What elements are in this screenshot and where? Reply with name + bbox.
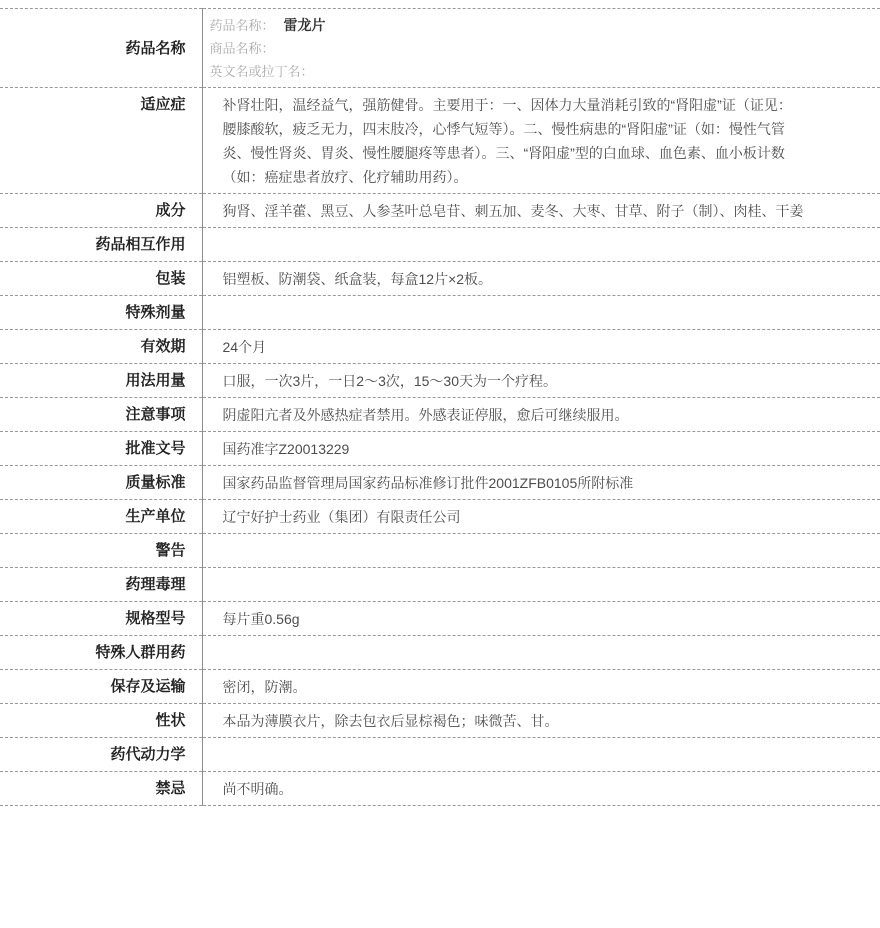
row-label: 成分 <box>0 194 202 228</box>
table-row-precautions <box>0 398 880 432</box>
row-value: 铝塑板、防潮袋、纸盒装，每盒12片×2板。 <box>202 262 880 296</box>
row-value: 密闭，防潮。 <box>202 670 880 704</box>
table-row-pharmacology-toxicology <box>0 568 880 602</box>
row-value: 补肾壮阳，温经益气，强筋健骨。主要用于：一、因体力大量消耗引致的“肾阳虚”证（证见：腰膝酸软，疲乏无力，四末肢冷，心悸气短等）。二、慢性病患的“肾阳虚”证（如：慢性气管炎、慢性肾炎、胃炎、慢性腰腿疼等患者）。三、“肾阳虚”型的白血球、血色素、血小板计数（如：癌症患者放疗、化疗辅助用药）。 <box>202 88 880 194</box>
row-label: 批准文号 <box>0 432 202 466</box>
table-row-contraindications <box>0 772 880 806</box>
row-value: 国药准字Z20013229 <box>202 432 880 466</box>
table-row-description <box>0 704 880 738</box>
row-value <box>202 228 880 262</box>
row-value: 国家药品监督管理局国家药品标准修订批件2001ZFB0105所附标准 <box>202 466 880 500</box>
drug-info-table <box>0 8 880 806</box>
row-label: 药代动力学 <box>0 738 202 772</box>
table-row-quality-standard <box>0 466 880 500</box>
table-row-indications <box>0 88 880 194</box>
row-value <box>202 534 880 568</box>
row-label: 特殊剂量 <box>0 296 202 330</box>
row-label: 有效期 <box>0 330 202 364</box>
row-value <box>202 296 880 330</box>
row-value: 每片重0.56g <box>202 602 880 636</box>
drug-name-field-value: 雷龙片 <box>283 17 326 33</box>
table-row-storage-transport <box>0 670 880 704</box>
table-row-warnings <box>0 534 880 568</box>
row-value: 狗肾、淫羊藿、黑豆、人参茎叶总皂苷、刺五加、麦冬、大枣、甘草、附子（制）、肉桂、干姜 <box>202 194 880 228</box>
row-label: 药理毒理 <box>0 568 202 602</box>
table-row-drug-interactions <box>0 228 880 262</box>
drug-name-row <box>0 9 880 88</box>
row-label: 特殊人群用药 <box>0 636 202 670</box>
row-value: 口服，一次3片，一日2～3次，15～30天为一个疗程。 <box>202 364 880 398</box>
row-label: 包装 <box>0 262 202 296</box>
row-label: 禁忌 <box>0 772 202 806</box>
row-label: 用法用量 <box>0 364 202 398</box>
row-value: 24个月 <box>202 330 880 364</box>
row-value <box>202 568 880 602</box>
table-row-shelf-life <box>0 330 880 364</box>
trade-name-field-value <box>275 40 284 56</box>
row-value: 辽宁好护士药业（集团）有限责任公司 <box>202 500 880 534</box>
latin-name-field-label: 英文名或拉丁名： <box>209 64 314 79</box>
row-value: 本品为薄膜衣片，除去包衣后显棕褐色；味微苦、甘。 <box>202 704 880 738</box>
table-row-special-dosage <box>0 296 880 330</box>
table-row-packaging <box>0 262 880 296</box>
table-row-special-populations <box>0 636 880 670</box>
table-row-ingredients <box>0 194 880 228</box>
row-label: 警告 <box>0 534 202 568</box>
trade-name-field <box>210 37 871 60</box>
table-row-approval-number <box>0 432 880 466</box>
row-label: 保存及运输 <box>0 670 202 704</box>
row-value-drug-name <box>202 9 880 88</box>
row-label: 规格型号 <box>0 602 202 636</box>
latin-name-field-value <box>314 63 323 79</box>
row-value <box>202 636 880 670</box>
table-row-dosage-usage <box>0 364 880 398</box>
row-label: 质量标准 <box>0 466 202 500</box>
row-label: 药品相互作用 <box>0 228 202 262</box>
row-value: 阴虚阳亢者及外感热症者禁用。外感表证停服，愈后可继续服用。 <box>202 398 880 432</box>
drug-name-field-label: 药品名称： <box>209 18 275 33</box>
drug-name-field <box>210 14 871 37</box>
row-label: 注意事项 <box>0 398 202 432</box>
row-value <box>202 738 880 772</box>
table-row-specification <box>0 602 880 636</box>
row-value: 尚不明确。 <box>202 772 880 806</box>
row-label: 适应症 <box>0 88 202 194</box>
row-label: 性状 <box>0 704 202 738</box>
row-label: 生产单位 <box>0 500 202 534</box>
table-row-pharmacokinetics <box>0 738 880 772</box>
trade-name-field-label: 商品名称： <box>209 41 275 56</box>
latin-name-field <box>210 60 871 83</box>
row-label-drug-name: 药品名称 <box>0 9 202 88</box>
table-row-manufacturer <box>0 500 880 534</box>
